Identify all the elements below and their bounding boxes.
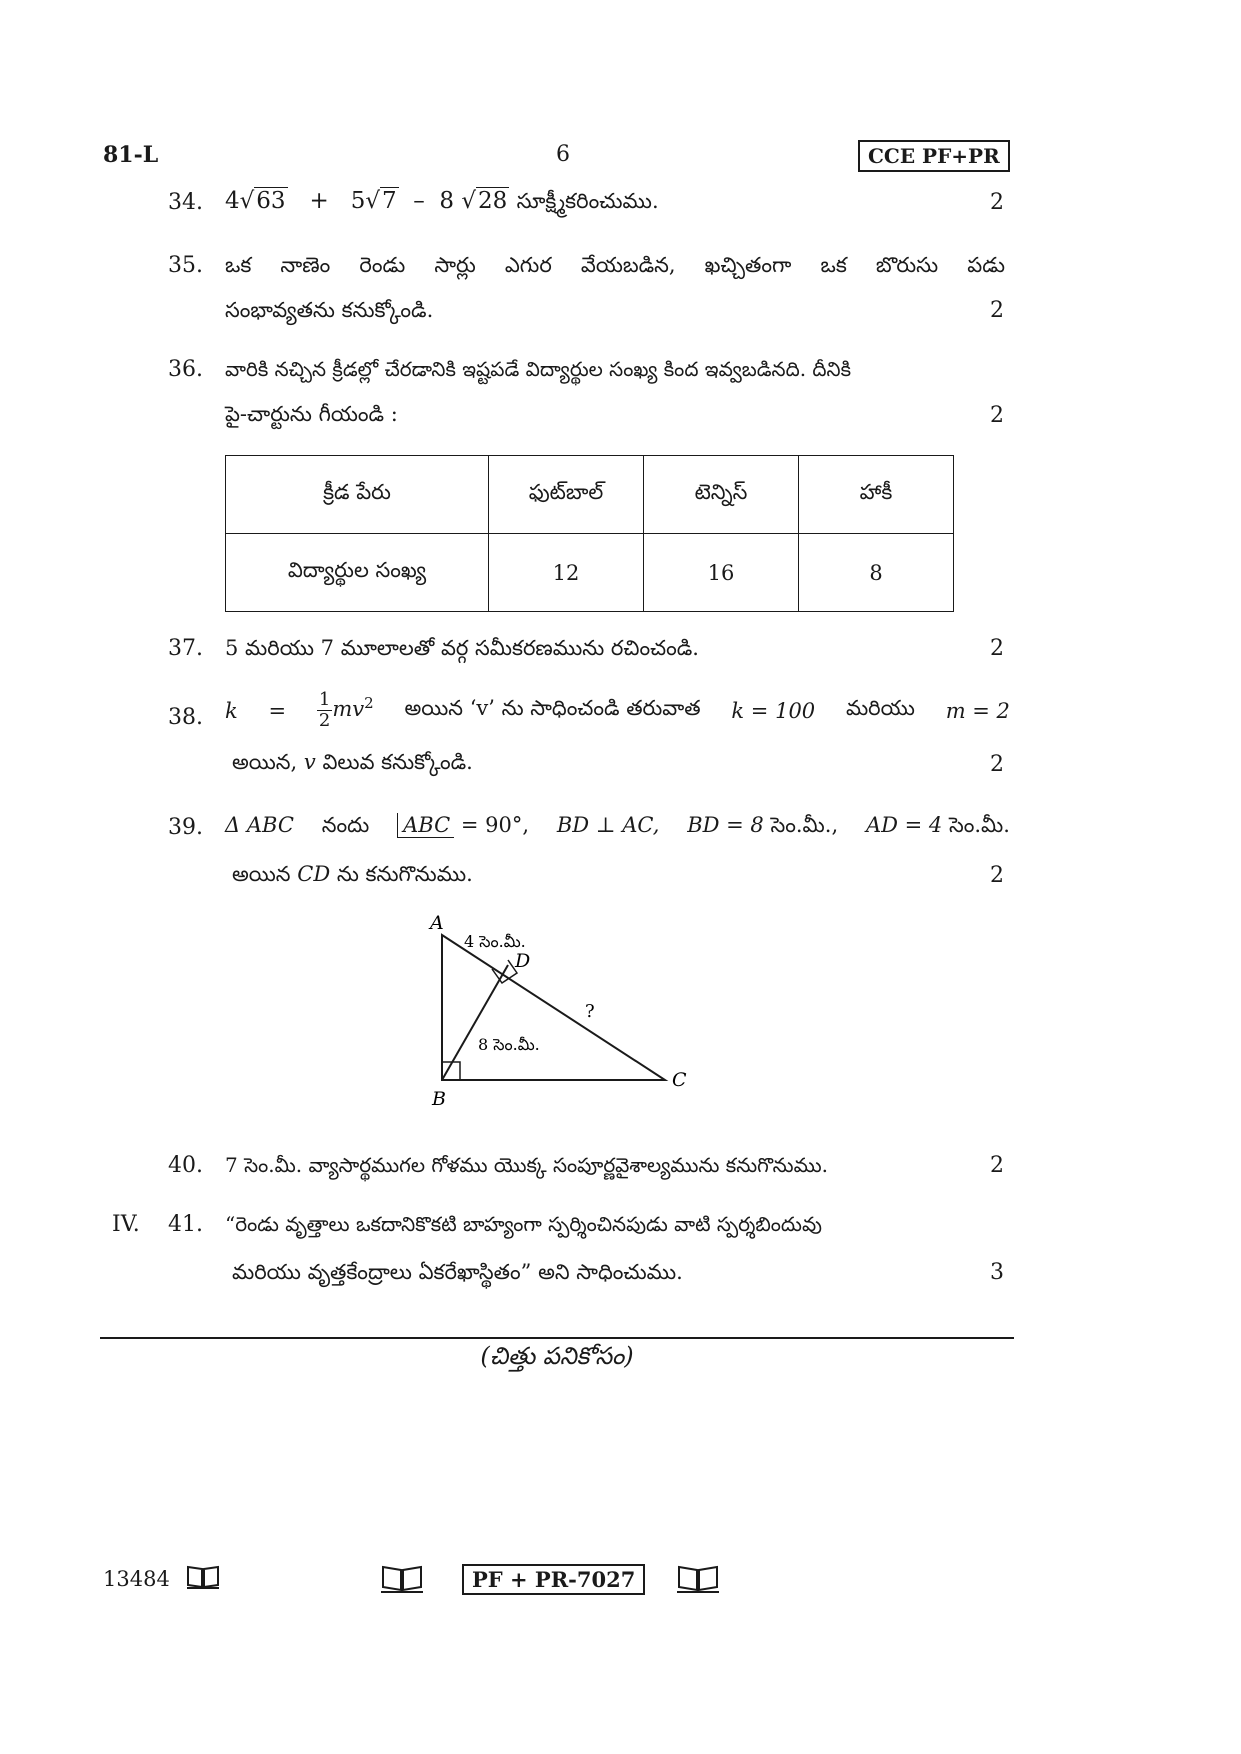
q34-radicand2: 7 [382, 188, 397, 214]
q39-line2b: ను కనుగొనుము. [336, 862, 473, 886]
q39-unit1: సెం.మీ., [770, 813, 839, 837]
q40-text: 7 సెం.మీ. వ్యాసార్థముగల గోళము యొక్క సంపూర్ణవైశాల్యమును కనుగొనుము. [225, 1153, 829, 1177]
book-icon [676, 1564, 720, 1594]
q38-mv: mv [332, 697, 365, 721]
q37-number: 37. [168, 636, 203, 661]
q38-k: k [225, 698, 238, 723]
q40-number: 40. [168, 1153, 203, 1178]
q35-line2: సంభావ్యతను కనుక్కోండి. [225, 298, 434, 322]
exam-code-box: CCE PF+PR [858, 140, 1010, 172]
q39-marks: 2 [990, 863, 1004, 888]
q38-formula [317, 690, 374, 731]
q41-number: 41. [168, 1212, 203, 1237]
q41-marks: 3 [990, 1260, 1004, 1285]
q36-number: 36. [168, 357, 203, 382]
radical-sign: √ [239, 188, 255, 214]
q38-eq: = [268, 698, 287, 723]
radical-sign: √ [365, 188, 381, 214]
q38-line1 [225, 690, 1010, 731]
q34-op1: + [309, 188, 329, 214]
triangle-figure [420, 905, 720, 1125]
q39-line2a: అయిన [232, 862, 291, 886]
frac-num: 1 [318, 689, 331, 710]
serial-number: 13484 [103, 1567, 170, 1591]
label-a: A [430, 912, 444, 934]
q38-v: v [303, 750, 316, 774]
table-cell-sport: టెన్నిస్ [644, 456, 799, 534]
q39-number: 39. [168, 815, 203, 840]
section-number: IV. [112, 1212, 140, 1237]
q39-angle: ABC [397, 813, 454, 838]
radical-sign: √ [461, 188, 477, 214]
rough-work-label: (చిత్తు పనికోసం) [480, 1342, 634, 1370]
q34-marks: 2 [990, 190, 1004, 215]
q38-exp: 2 [364, 694, 374, 712]
q38-cond2: m = 2 [945, 698, 1010, 723]
q39-eq: = 90°, [460, 813, 529, 837]
table-cell-count: 8 [799, 534, 954, 612]
footer-code-box: PF + PR-7027 [462, 1564, 645, 1595]
table-cell-sport: ఫుట్‌బాల్ [489, 456, 644, 534]
q34-text: సూక్ష్మీకరించుము. [516, 189, 659, 213]
q34-op2: – [413, 188, 425, 214]
q38-line2 [232, 740, 473, 784]
book-icon [380, 1564, 424, 1594]
q39-delta: Δ ABC [225, 813, 294, 837]
q40-marks: 2 [990, 1153, 1004, 1178]
divider-line [100, 1337, 1014, 1339]
table-row [226, 456, 954, 534]
table-header-sport: క్రీడ పేరు [226, 456, 489, 534]
label-ad-length: 4 సెం.మీ. [464, 932, 526, 951]
paper-code: 81-L [103, 142, 159, 168]
q38-fraction [317, 690, 332, 731]
page-number: 6 [556, 142, 570, 167]
triangle-abc [442, 935, 665, 1080]
table-cell-sport: హాకీ [799, 456, 954, 534]
table-header-students: విద్యార్థుల సంఖ్య [226, 534, 489, 612]
q34-radicand1: 63 [256, 188, 286, 214]
q36-line2: పై-చార్టును గీయండి : [225, 402, 398, 426]
q38-line2b: విలువ కనుక్కోండి. [322, 750, 473, 774]
q39-line2 [232, 852, 473, 896]
label-d: D [515, 950, 531, 972]
q36-marks: 2 [990, 403, 1004, 428]
q37-text: 5 మరియు 7 మూలాలతో వర్గ సమీకరణమును రచించండి. [225, 636, 699, 660]
q41-line2: మరియు వృత్తకేంద్రాలు ఏకరేఖాస్థితం” అని సాధించుము. [232, 1260, 683, 1284]
q39-ad: AD = 4 [865, 813, 943, 837]
q38-marks: 2 [990, 752, 1004, 777]
q38-line2a: అయిన, [232, 750, 298, 774]
q38-text1: అయిన ‘v’ ను సాధించండి తరువాత [404, 695, 701, 720]
q38-number: 38. [168, 705, 203, 730]
sports-table [225, 455, 954, 612]
q41-line1: “రెండు వృత్తాలు ఒకదానికొకటి బాహ్యంగా స్పర్శించినపుడు వాటి స్పర్శబిందువు [225, 1212, 822, 1236]
q35-line1: ఒక నాణెం రెండు సార్లు ఎగుర వేయబడిన, ఖచ్చితంగా ఒక బొరుసు పడు [225, 253, 1005, 277]
q38-cond1: k = 100 [731, 698, 816, 723]
table-cell-count: 12 [489, 534, 644, 612]
q39-bd: BD = 8 [687, 813, 764, 837]
q35-marks: 2 [990, 298, 1004, 323]
q38-and: మరియు [845, 695, 915, 720]
q39-cd: CD [297, 862, 331, 886]
q39-in: నందు [321, 813, 370, 837]
q37-marks: 2 [990, 636, 1004, 661]
q36-line1: వారికి నచ్చిన క్రీడల్లో చేరడానికి ఇష్టపడే విద్యార్థుల సంఖ్య కింద ఇవ్వబడినది. దీనికి [225, 357, 852, 381]
q39-line1 [225, 813, 1010, 843]
label-unknown: ? [585, 1001, 595, 1022]
q39-perp: BD ⊥ AC, [556, 813, 660, 837]
q39-unit2: సెం.మీ. [948, 813, 1010, 837]
frac-den: 2 [318, 710, 331, 731]
label-c: C [672, 1069, 687, 1091]
q35-number: 35. [168, 253, 203, 278]
book-icon [186, 1564, 220, 1590]
table-row [226, 534, 954, 612]
q34-radicand3: 28 [478, 188, 508, 214]
table-cell-count: 16 [644, 534, 799, 612]
q34-coef2: 5 [350, 188, 366, 214]
q34-expression [225, 188, 659, 219]
q34-coef1: 4 [225, 188, 240, 214]
q34-number: 34. [168, 190, 203, 215]
label-bd-length: 8 సెం.మీ. [478, 1035, 540, 1054]
q34-coef3: 8 [439, 188, 455, 214]
label-b: B [432, 1088, 446, 1110]
